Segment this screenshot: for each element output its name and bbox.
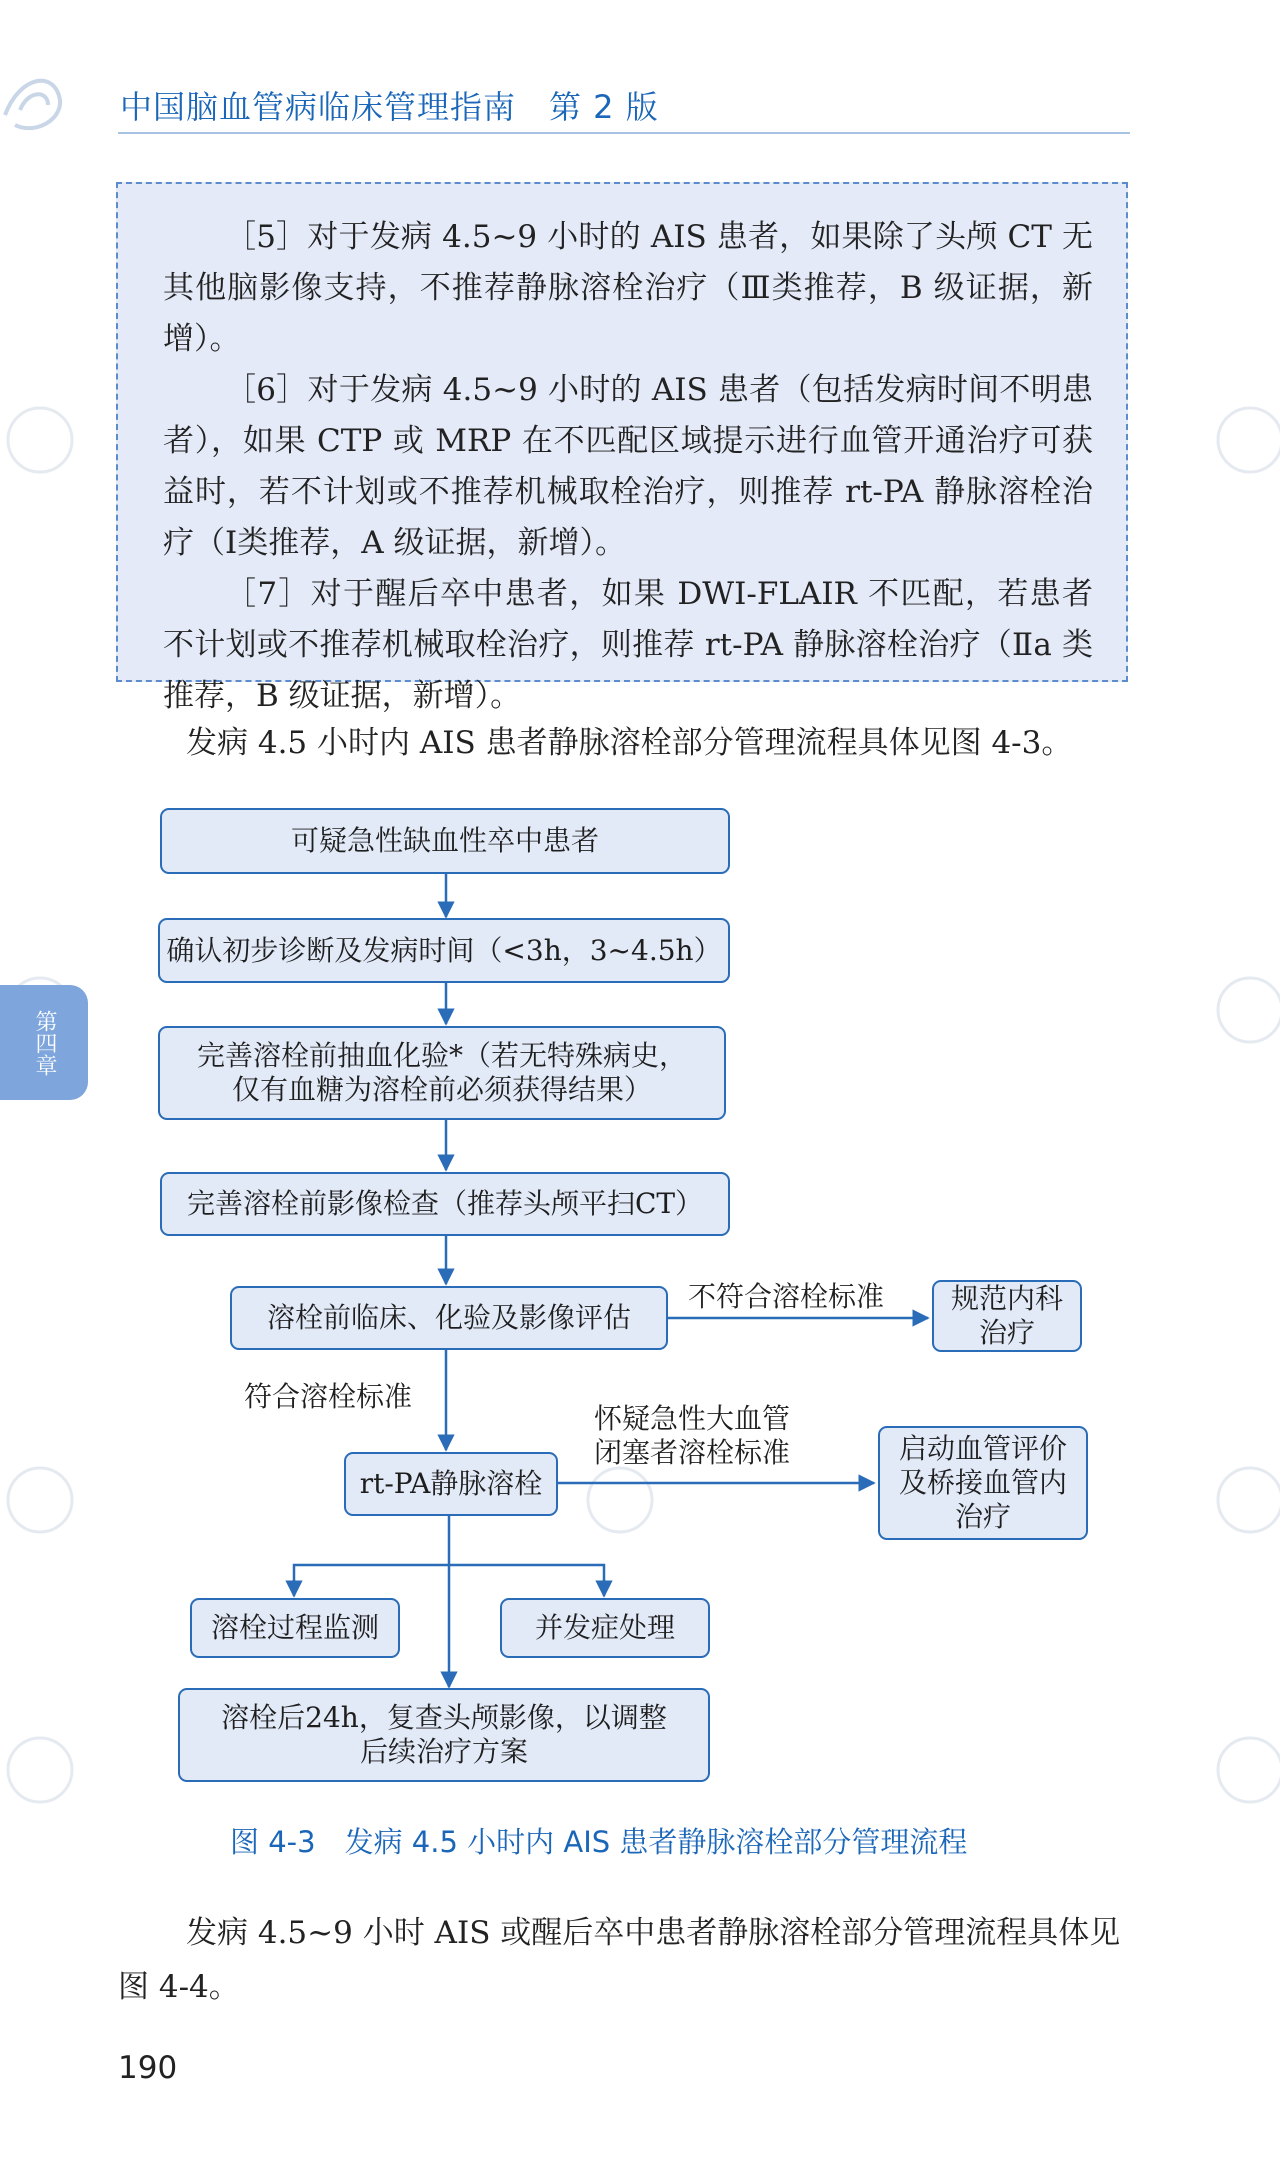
label-not-eligible: 不符合溶栓标准 <box>688 1280 885 1313</box>
header-rule <box>118 132 1130 134</box>
recommendation-6: ［6］对于发病 4.5~9 小时的 AIS 患者（包括发病时间不明患者），如果 CTP 或 MRP 在不匹配区域提示进行血管开通治疗可获益时，若不计划或不推荐机械取栓治疗，则推荐 rt-PA 静脉溶栓治疗（Ⅰ类推荐，A 级证据，新增）。 <box>163 372 1093 561</box>
box-rtpa-text: rt-PA静脉溶栓 <box>359 1467 543 1500</box>
box-confirm-text: 确认初步诊断及发病时间（<3h，3~4.5h） <box>166 933 722 967</box>
text-after-figure: 发病 4.5~9 小时 AIS 或醒后卒中患者静脉溶栓部分管理流程具体见图 4-4。 <box>118 1915 1121 2005</box>
box-evaluate <box>230 1286 668 1350</box>
recommendation-list <box>163 212 1093 722</box>
chapter-tab-label: 第四章 <box>32 1009 57 1076</box>
box-standard-line2: 治疗 <box>978 1316 1035 1349</box>
label-lvo-line1: 怀疑急性大血管 <box>594 1402 791 1435</box>
recommendation-7: ［7］对于醒后卒中患者，如果 DWI-FLAIR 不匹配，若患者不计划或不推荐机械取栓治疗，则推荐 rt-PA 静脉溶栓治疗（Ⅱa 类推荐，B 级证据，新增）。 <box>163 576 1093 714</box>
running-header-title: 中国脑血管病临床管理指南 第 2 版 <box>120 88 659 126</box>
box-blood-test-line2: 仅有血糖为溶栓前必须获得结果） <box>231 1073 652 1106</box>
box-suspected-stroke <box>160 808 730 874</box>
label-suspected-lvo <box>594 1402 790 1470</box>
box-imaging <box>160 1172 730 1236</box>
box-followup-imaging <box>178 1688 710 1782</box>
box-monitoring-text: 溶栓过程监测 <box>210 1611 379 1644</box>
box-evaluate-text: 溶栓前临床、化验及影像评估 <box>266 1301 631 1334</box>
box-blood-test <box>158 1026 726 1120</box>
text-before-figure: 发病 4.5 小时内 AIS 患者静脉溶栓部分管理流程具体见图 4-3。 <box>186 725 1073 761</box>
publisher-logo-icon <box>0 55 70 145</box>
recommendation-box <box>116 182 1128 714</box>
box-rtpa-thrombolysis <box>344 1452 558 1516</box>
box-imaging-text: 完善溶栓前影像检查（推荐头颅平扫CT） <box>186 1187 704 1220</box>
box-complications <box>500 1598 710 1658</box>
box-followup-line1: 溶栓后24h，复查头颅影像，以调整 <box>221 1701 667 1734</box>
recommendation-5: ［5］对于发病 4.5~9 小时的 AIS 患者，如果除了头颅 CT 无其他脑影像支持，不推荐静脉溶栓治疗（Ⅲ类推荐，B 级证据，新增）。 <box>163 219 1093 357</box>
box-blood-test-line1: 完善溶栓前抽血化验*（若无特殊病史， <box>196 1039 687 1072</box>
page-number: 190 <box>118 2050 178 2086</box>
figure-caption: 图 4-3 发病 4.5 小时内 AIS 患者静脉溶栓部分管理流程 <box>230 1825 968 1859</box>
box-confirm-diagnosis <box>158 918 730 983</box>
box-complications-text: 并发症处理 <box>534 1611 675 1644</box>
box-standard-line1: 规范内科 <box>950 1282 1063 1315</box>
box-bridge-line1: 启动血管评价 <box>898 1432 1067 1465</box>
box-bridge-line3: 治疗 <box>954 1500 1011 1533</box>
box-followup-line2: 后续治疗方案 <box>359 1735 528 1768</box>
flowchart <box>0 790 1280 1800</box>
box-bridging-therapy <box>878 1426 1088 1540</box>
box-monitoring <box>190 1598 400 1658</box>
box-bridge-line2: 及桥接血管内 <box>898 1466 1067 1499</box>
label-eligible: 符合溶栓标准 <box>244 1380 413 1413</box>
label-lvo-line2: 闭塞者溶栓标准 <box>594 1436 791 1469</box>
box-standard-treatment <box>932 1280 1082 1352</box>
box-suspected-text: 可疑急性缺血性卒中患者 <box>290 824 599 857</box>
chapter-tab <box>0 985 88 1100</box>
